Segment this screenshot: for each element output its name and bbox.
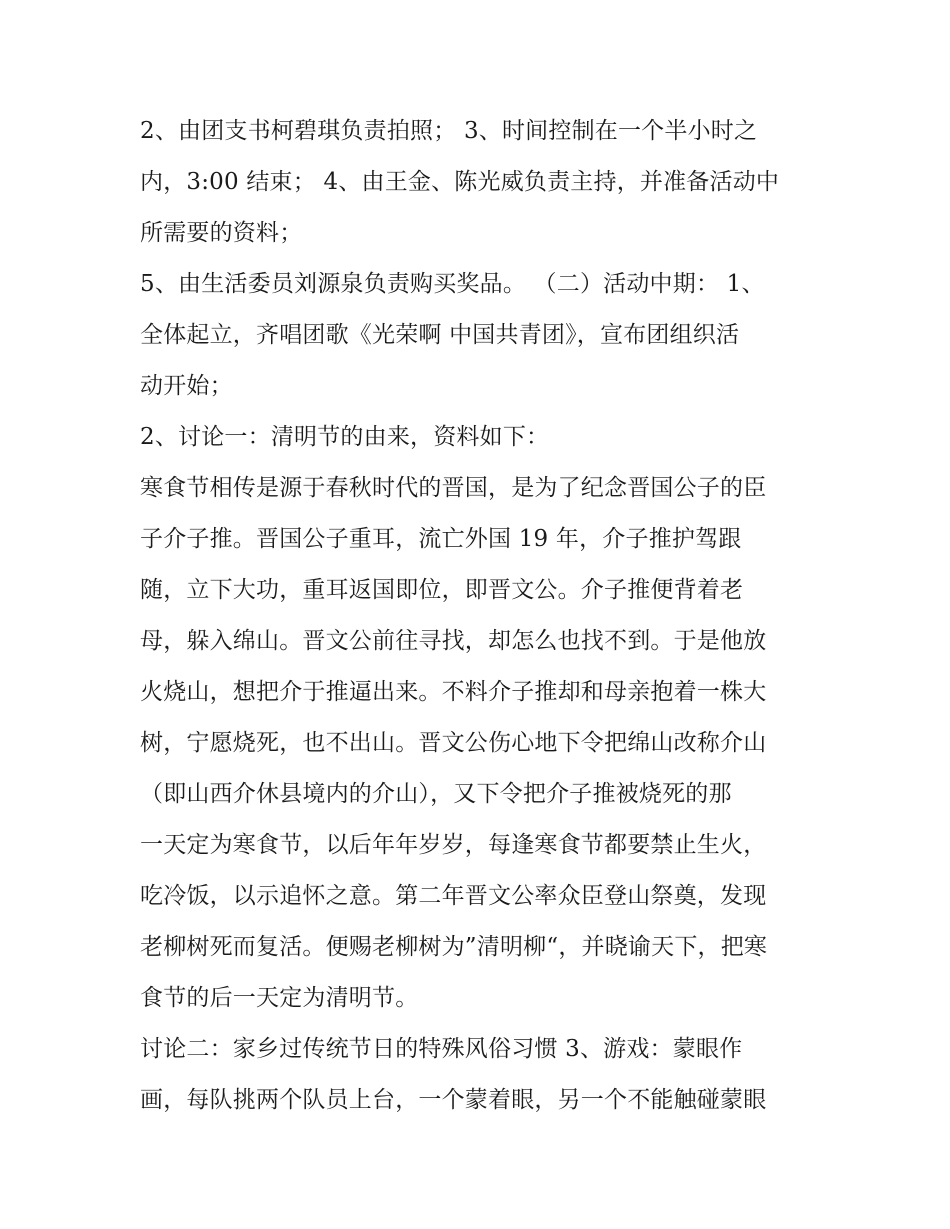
- text-line: 母，躲入绵山。晋文公前往寻找，却怎么也找不到。于是他放: [140, 628, 767, 654]
- text-line: （即山西介休县境内的介山），又下令把介子推被烧死的那: [140, 781, 732, 807]
- text-line: 画，每队挑两个队员上台，一个蒙着眼，另一个不能触碰蒙眼: [140, 1087, 767, 1113]
- text-line: 子介子推。晋国公子重耳，流亡外国 19 年，介子推护驾跟: [140, 526, 742, 552]
- text-line: 老柳树死而复活。便赐老柳树为”清明柳“，并晓谕天下，把寒: [140, 934, 768, 960]
- text-line: 树，宁愿烧死，也不出山。晋文公伤心地下令把绵山改称介山: [140, 730, 767, 756]
- text-line: 动开始；: [140, 373, 233, 399]
- document-body: [140, 112, 820, 1132]
- text-line: 一天定为寒食节，以后年年岁岁，每逢寒食节都要禁止生火，: [140, 832, 767, 858]
- text-line: 火烧山，想把介于推逼出来。不料介子推却和母亲抱着一株大: [140, 679, 767, 705]
- text-line: 5、由生活委员刘源泉负责购买奖品。 （二）活动中期： 1、: [140, 271, 765, 297]
- text-line: 吃冷饭，以示追怀之意。第二年晋文公率众臣登山祭奠，发现: [140, 883, 767, 909]
- text-line: 随，立下大功，重耳返国即位，即晋文公。介子推便背着老: [140, 577, 744, 603]
- text-line: 全体起立，齐唱团歌《光荣啊 中国共青团》，宣布团组织活: [140, 322, 740, 348]
- text-line: 讨论二：家乡过传统节日的特殊风俗习惯 3、游戏：蒙眼作: [140, 1036, 743, 1062]
- text-line: 食节的后一天定为清明节。: [140, 985, 419, 1011]
- text-line: 2、讨论一：清明节的由来，资料如下：: [140, 424, 550, 450]
- text-line: 寒食节相传是源于春秋时代的晋国，是为了纪念晋国公子的臣: [140, 475, 767, 501]
- text-line: 内，3:00 结束； 4、由王金、陈光威负责主持，并准备活动中: [140, 169, 780, 195]
- text-line: 2、由团支书柯碧琪负责拍照； 3、时间控制在一个半小时之: [140, 118, 758, 144]
- text-line: 所需要的资料；: [140, 220, 303, 246]
